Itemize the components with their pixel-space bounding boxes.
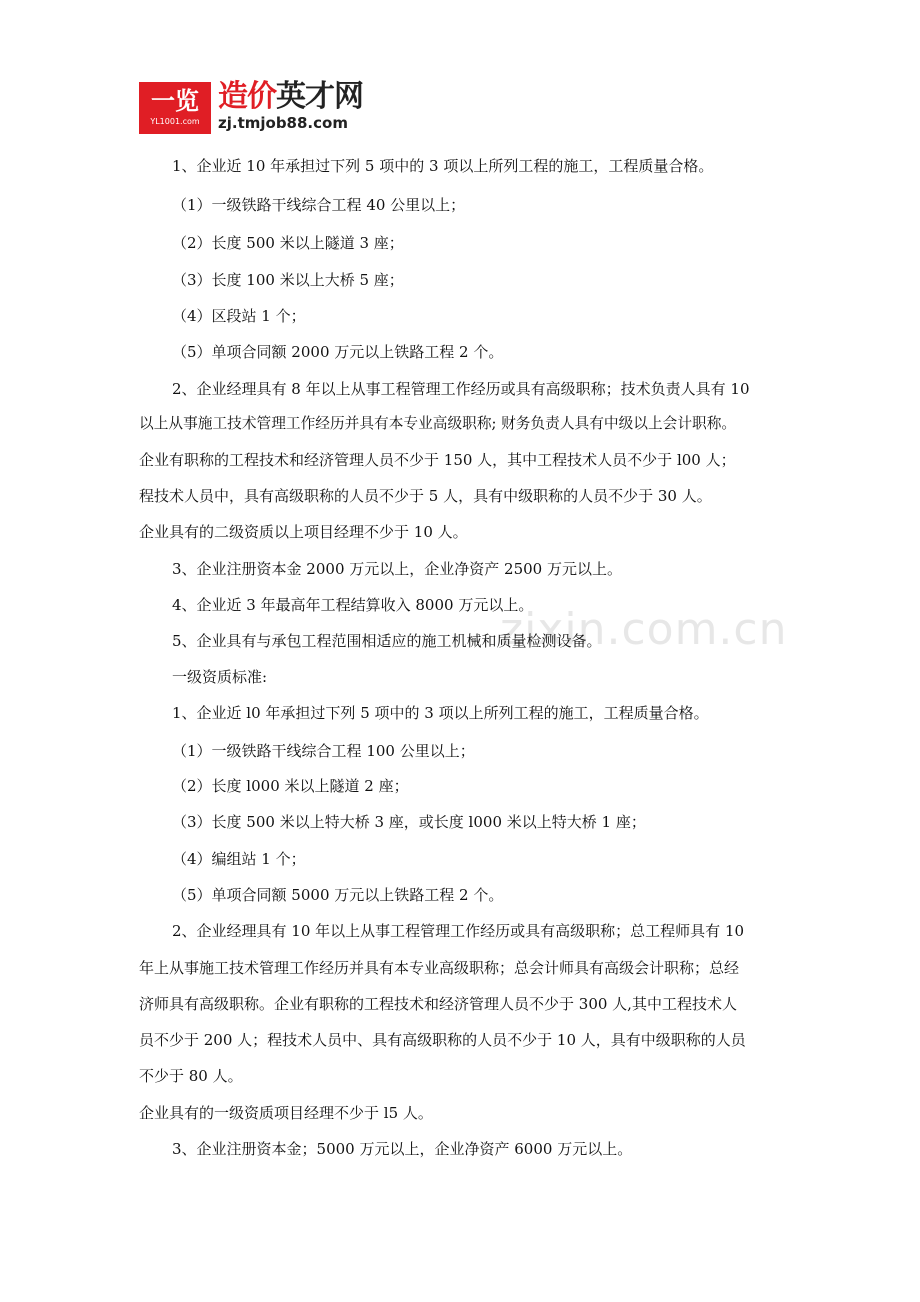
logo-title: [218, 80, 363, 114]
paragraph-line: 以上从事施工技术管理工作经历并具有本专业高级职称; 财务负责人具有中级以上会计职称。: [139, 415, 737, 432]
logo-red-badge: [139, 82, 211, 134]
logo-url: zj.tmjob88.com: [218, 114, 348, 132]
paragraph-line: 年上从事施工技术管理工作经历并具有本专业高级职称；总会计师具有高级会计职称；总经: [139, 959, 740, 977]
paragraph-line: 4、企业近 3 年最高年工程结算收入 8000 万元以上。: [172, 596, 534, 614]
watermark: zixin.com.cn: [500, 604, 788, 655]
paragraph-line: 2、企业经理具有 10 年以上从事工程管理工作经历或具有高级职称；总工程师具有 10: [172, 922, 745, 940]
paragraph-line: 程技术人员中，具有高级职称的人员不少于 5 人，具有中级职称的人员不少于 30 人。: [139, 487, 712, 505]
paragraph-line: 企业具有的二级资质以上项目经理不少于 10 人。: [139, 523, 468, 541]
paragraph-line: 1、企业近 l0 年承担过下列 5 项中的 3 项以上所列工程的施工，工程质量合格。: [172, 704, 709, 722]
paragraph-line: （1）一级铁路干线综合工程 40 公里以上；: [172, 196, 466, 214]
paragraph-line: 3、企业注册资本金；5000 万元以上，企业净资产 6000 万元以上。: [172, 1140, 633, 1158]
paragraph-line: （4）编组站 1 个；: [172, 850, 306, 868]
paragraph-line: （2）长度 500 米以上隧道 3 座；: [172, 234, 404, 252]
paragraph-line: 员不少于 200 人；程技术人员中、具有高级职称的人员不少于 10 人，具有中级职称的人员: [139, 1031, 746, 1049]
paragraph-line: （3）长度 100 米以上大桥 5 座；: [172, 271, 404, 289]
logo-badge-text: 一览: [151, 87, 199, 115]
paragraph-line: （2）长度 l000 米以上隧道 2 座；: [172, 777, 409, 795]
site-logo[interactable]: [139, 79, 379, 134]
logo-title-red: 造价: [218, 79, 276, 114]
paragraph-line: （5）单项合同额 2000 万元以上铁路工程 2 个。: [172, 343, 504, 361]
paragraph-line: （3）长度 500 米以上特大桥 3 座，或长度 l000 米以上特大桥 1 座；: [172, 813, 646, 831]
paragraph-line: 2、企业经理具有 8 年以上从事工程管理工作经历或具有高级职称；技术负责人具有 10: [172, 380, 750, 398]
paragraph-line: 不少于 80 人。: [139, 1067, 243, 1085]
paragraph-line: （5）单项合同额 5000 万元以上铁路工程 2 个。: [172, 886, 504, 904]
section-heading: 一级资质标准:: [172, 668, 268, 686]
paragraph-line: （1）一级铁路干线综合工程 100 公里以上；: [172, 742, 475, 760]
paragraph-line: 1、企业近 10 年承担过下列 5 项中的 3 项以上所列工程的施工，工程质量合格。: [172, 157, 714, 175]
paragraph-line: 企业有职称的工程技术和经济管理人员不少于 150 人，其中工程技术人员不少于 l00 人；: [139, 451, 736, 469]
paragraph-line: 济师具有高级职称。企业有职称的工程技术和经济管理人员不少于 300 人,其中工程技术人: [139, 995, 737, 1013]
paragraph-line: 5、企业具有与承包工程范围相适应的施工机械和质量检测设备。: [172, 632, 602, 650]
paragraph-line: 企业具有的一级资质项目经理不少于 l5 人。: [139, 1104, 433, 1122]
logo-badge-subtext: YL1001.com: [150, 117, 200, 126]
logo-title-dark: 英才网: [276, 79, 363, 114]
paragraph-line: （4）区段站 1 个；: [172, 307, 306, 325]
paragraph-line: 3、企业注册资本金 2000 万元以上，企业净资产 2500 万元以上。: [172, 560, 622, 578]
